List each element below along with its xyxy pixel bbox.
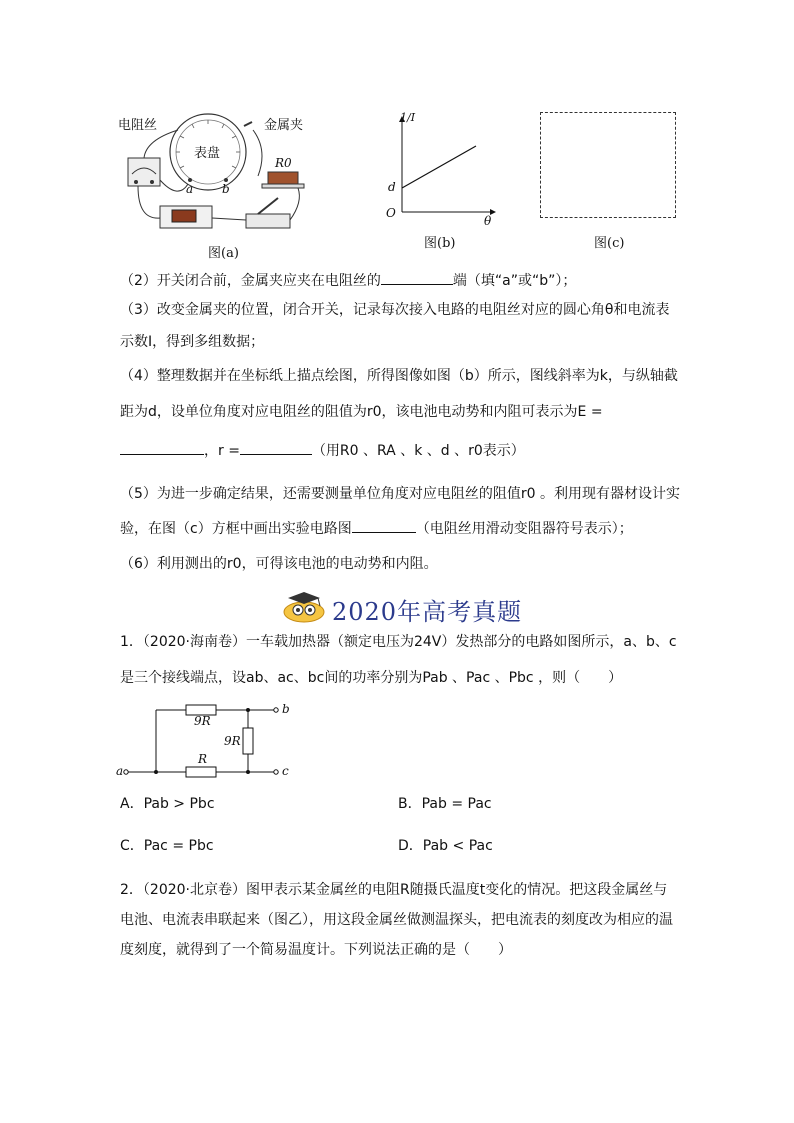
q5-line2 bbox=[120, 518, 633, 539]
problem1-line2: 是三个接线端点，设ab、ac、bc间的功率分别为Pab 、Pac 、Pbc ，则（ ） bbox=[120, 670, 623, 686]
q2-answer-blank[interactable] bbox=[381, 270, 453, 285]
q5-line1: （5）为进一步确定结果，还需要测量单位角度对应电阻丝的阻值r0 。利用现有器材设计实 bbox=[120, 486, 681, 502]
node-b-label: b bbox=[282, 702, 290, 716]
figure-c-caption: 图(c) bbox=[594, 236, 625, 251]
circuit-diagram bbox=[116, 700, 296, 784]
section-heading-title: 2020年高考真题 bbox=[332, 598, 523, 626]
option-c[interactable]: C．Pac = Pbc bbox=[120, 838, 214, 854]
q4-line3 bbox=[120, 440, 525, 461]
problem2-line1: 2．（2020·北京卷）图甲表示某金属丝的电阻R随摄氏温度t变化的情况。把这段金属丝与 bbox=[120, 882, 668, 898]
q6-line: （6）利用测出的r0，可得该电池的电动势和内阻。 bbox=[120, 556, 438, 572]
q5-text: 验，在图（c）方框中画出实验电路图 bbox=[120, 521, 352, 537]
q2-text: （2）开关闭合前，金属夹应夹在电阻丝的 bbox=[120, 273, 381, 289]
q4-line1: （4）整理数据并在坐标纸上描点绘图，所得图像如图（b）所示，图线斜率为k，与纵轴截 bbox=[120, 368, 678, 384]
problem2-line3: 度刻度，就得到了一个简易温度计。下列说法正确的是（ ） bbox=[120, 942, 512, 958]
q2-line bbox=[120, 270, 576, 291]
problem1-line1: 1．（2020·海南卷）一车载加热器（额定电压为24V）发热部分的电路如图所示，a、b、c bbox=[120, 634, 677, 650]
student-icon bbox=[280, 590, 328, 626]
q4-r-text: ，r = bbox=[204, 443, 240, 459]
option-a[interactable]: A．Pab > Pbc bbox=[120, 796, 215, 812]
intercept-label: d bbox=[388, 180, 396, 194]
linear-graph-line bbox=[402, 146, 476, 188]
clip-label: 金属夹 bbox=[264, 118, 304, 133]
section-heading bbox=[280, 590, 540, 626]
q5-answer-blank[interactable] bbox=[352, 518, 416, 533]
dial-label: 表盘 bbox=[194, 146, 221, 161]
q3-line2: 示数I，得到多组数据； bbox=[120, 334, 265, 350]
figure-c-box bbox=[540, 112, 676, 218]
q3-line1: （3）改变金属夹的位置，闭合开关，记录每次接入电路的电阻丝对应的圆心角θ和电流表 bbox=[120, 302, 670, 318]
figure-b-graph bbox=[380, 112, 500, 232]
option-d[interactable]: D．Pab < Pac bbox=[398, 838, 493, 854]
q2-suffix: 端（填“a”或“b”）； bbox=[452, 273, 577, 289]
terminal-b-label: b bbox=[222, 182, 230, 196]
wire-label: 电阻丝 bbox=[118, 118, 158, 133]
node-c-label: c bbox=[282, 764, 289, 778]
problem1-circuit bbox=[116, 700, 296, 784]
resistance-answer-blank[interactable] bbox=[240, 440, 312, 455]
q5-suffix: （电阻丝用滑动变阻器符号表示）； bbox=[415, 521, 633, 537]
problem2-line2: 电池、电流表串联起来（图乙），用这段金属丝做测温探头，把电流表的刻度改为相应的温 bbox=[120, 912, 673, 928]
y-axis-label: 1/I bbox=[400, 111, 416, 124]
x-axis-label: θ bbox=[484, 214, 492, 228]
origin-label: O bbox=[386, 206, 396, 220]
q4-line2: 距为d，设单位角度对应电阻丝的阻值为r0，该电池电动势和内阻可表示为E = bbox=[120, 404, 603, 420]
figure-a bbox=[118, 110, 308, 260]
option-b[interactable]: B．Pab = Pac bbox=[398, 796, 492, 812]
q4-suffix: （用R0 、RA 、k 、d 、r0表示） bbox=[311, 443, 525, 459]
r0-label: R0 bbox=[275, 156, 292, 170]
emf-answer-blank[interactable] bbox=[120, 440, 204, 455]
resistor-bottom-label: R bbox=[198, 752, 208, 766]
figure-a-caption: 图(a) bbox=[208, 246, 239, 261]
figure-b-caption: 图(b) bbox=[424, 236, 456, 251]
resistor-top-label: 9R bbox=[194, 714, 211, 728]
terminal-a-label: a bbox=[186, 182, 194, 196]
figure-b bbox=[380, 112, 500, 232]
resistor-right-label: 9R bbox=[224, 734, 241, 748]
node-a-label: a bbox=[116, 764, 124, 778]
